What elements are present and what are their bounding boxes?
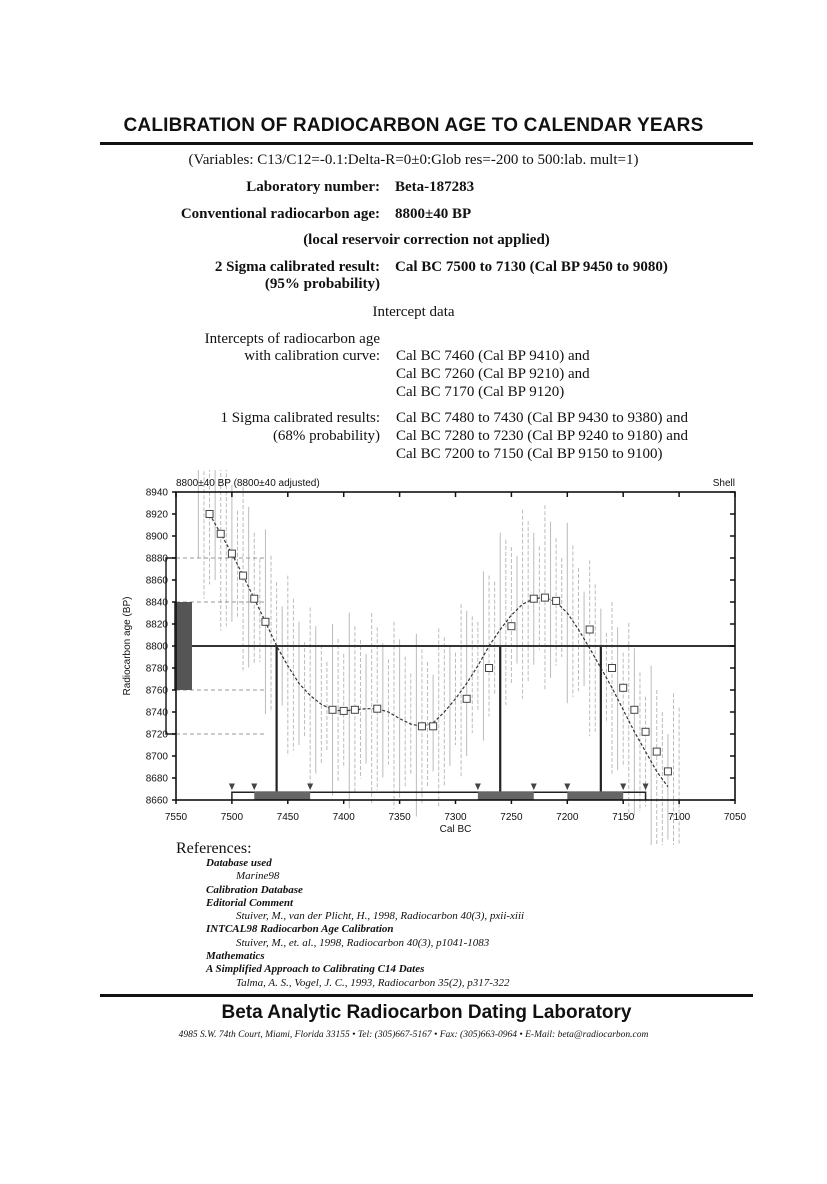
- footer-rule: [100, 994, 753, 997]
- curve-marker: [217, 530, 224, 537]
- reference-citation: Marine98: [236, 870, 280, 883]
- references-heading: References:: [176, 840, 252, 857]
- curve-marker: [586, 626, 593, 633]
- reference-citation: Stuiver, M., van der Plicht, H., 1998, Radiocarbon 40(3), pxii-xiii: [236, 910, 525, 923]
- range-arrow-marker: [531, 784, 537, 791]
- two-sigma-value: Cal BC 7500 to 7130 (Cal BP 9450 to 9080): [395, 259, 668, 275]
- reference-heading: Database used: [206, 857, 272, 869]
- y-tick-label: 8720: [145, 729, 168, 741]
- x-tick-label: 7500: [220, 812, 244, 823]
- range-arrow-marker: [229, 784, 235, 791]
- x-tick-label: 7300: [444, 812, 467, 823]
- reference-heading: Mathematics: [206, 950, 265, 963]
- y-tick-label: 8940: [145, 487, 168, 499]
- page-title: CALIBRATION OF RADIOCARBON AGE TO CALENDAR YEARS: [123, 115, 704, 136]
- curve-marker: [206, 511, 213, 518]
- x-tick-label: 7350: [388, 812, 411, 823]
- reference-citation: Talma, A. S., Vogel, J. C., 1993, Radiocarbon 35(2), p317-322: [236, 976, 510, 989]
- curve-marker: [620, 684, 627, 691]
- y-tick-label: 8880: [145, 553, 168, 565]
- range-arrow-marker: [307, 784, 313, 791]
- header-rule: [100, 142, 753, 145]
- one-sigma-calendar-bar: [254, 791, 310, 800]
- intercept-value: Cal BC 7260 (Cal BP 9210) and: [396, 366, 590, 382]
- chart-corner-label: Shell: [712, 478, 735, 489]
- curve-marker: [251, 595, 258, 602]
- intercept-value: Cal BC 7460 (Cal BP 9410) and: [396, 348, 590, 364]
- curve-marker: [642, 728, 649, 735]
- curve-marker: [262, 618, 269, 625]
- y-tick-label: 8920: [145, 509, 168, 521]
- curve-marker: [609, 665, 616, 672]
- intercepts-label-1: Intercepts of radiocarbon age: [204, 331, 380, 347]
- y-tick-label: 8860: [145, 575, 168, 587]
- reference-heading: A Simplified Approach to Calibrating C14 Dates: [206, 963, 425, 976]
- curve-marker: [351, 706, 358, 713]
- one-sigma-calendar-bar: [478, 791, 534, 800]
- x-tick-label: 7200: [556, 812, 579, 823]
- y-tick-label: 8700: [145, 751, 168, 763]
- one-sigma-label-1: 1 Sigma calibrated results:: [220, 410, 380, 426]
- curve-marker: [541, 594, 548, 601]
- y-tick-label: 8840: [145, 597, 168, 609]
- reference-citation: Stuiver, M., et. al., 1998, Radiocarbon 40(3), p1041-1083: [236, 936, 490, 949]
- x-axis-label: Cal BC: [439, 824, 472, 835]
- reference-list: [206, 857, 766, 990]
- intercepts-label-2: with calibration curve:: [244, 348, 380, 364]
- y-tick-label: 8900: [145, 531, 168, 543]
- lab-name: Beta Analytic Radiocarbon Dating Laboratory: [221, 1002, 632, 1023]
- curve-marker: [631, 706, 638, 713]
- reference-heading: Editorial Comment: [206, 896, 294, 909]
- x-tick-label: 7100: [667, 812, 691, 823]
- curve-marker: [653, 748, 660, 755]
- reference-heading: INTCAL98 Radiocarbon Age Calibration: [206, 923, 394, 936]
- one-sigma-value: Cal BC 7200 to 7150 (Cal BP 9150 to 9100): [396, 446, 663, 462]
- variables-line: (Variables: C13/C12=-0.1:Delta-R=0±0:Glob res=-200 to 500:lab. mult=1): [188, 152, 639, 168]
- conventional-age-value: 8800±40 BP: [395, 206, 472, 222]
- curve-marker: [329, 706, 336, 713]
- two-sigma-label: 2 Sigma calibrated result:: [214, 259, 380, 275]
- intercept-heading: Intercept data: [372, 304, 455, 320]
- lab-number-value: Beta-187283: [395, 179, 475, 195]
- y-tick-label: 8680: [145, 773, 168, 785]
- one-sigma-value: Cal BC 7280 to 7230 (Cal BP 9240 to 9180) and: [396, 428, 688, 444]
- curve-marker: [664, 768, 671, 775]
- y-tick-label: 8760: [145, 685, 168, 697]
- curve-marker: [240, 572, 247, 579]
- one-sigma-value: Cal BC 7480 to 7430 (Cal BP 9430 to 9380) and: [396, 410, 688, 426]
- curve-marker: [374, 705, 381, 712]
- x-tick-label: 7400: [332, 812, 355, 823]
- intercept-value: Cal BC 7170 (Cal BP 9120): [396, 384, 565, 400]
- range-arrow-marker: [251, 784, 257, 791]
- chart-title: 8800±40 BP (8800±40 adjusted): [176, 478, 320, 489]
- conventional-age-label: Conventional radiocarbon age:: [180, 206, 380, 222]
- y-tick-label: 8780: [145, 663, 168, 675]
- curve-marker: [486, 665, 493, 672]
- lab-number-label: Laboratory number:: [246, 179, 380, 195]
- y-axis-label: Radiocarbon age (BP): [122, 596, 133, 696]
- one-sigma-label-2: (68% probability): [272, 428, 380, 444]
- range-arrow-marker: [475, 784, 481, 791]
- reference-heading: Calibration Database: [206, 883, 303, 896]
- curve-marker: [508, 623, 515, 630]
- one-sigma-calendar-bar: [567, 791, 623, 800]
- y-tick-label: 8800: [145, 641, 168, 653]
- x-tick-label: 7250: [500, 812, 523, 823]
- two-sigma-sublabel: (95% probability): [264, 276, 380, 292]
- curve-marker: [553, 597, 560, 604]
- reservoir-note: (local reservoir correction not applied): [303, 232, 550, 248]
- x-tick-label: 7450: [276, 812, 299, 823]
- x-tick-label: 7550: [164, 812, 188, 823]
- y-tick-label: 8740: [145, 707, 168, 719]
- y-tick-label: 8660: [145, 795, 168, 807]
- y-tick-label: 8820: [145, 619, 168, 631]
- lab-address: 4985 S.W. 74th Court, Miami, Florida 33155 • Tel: (305)667-5167 • Fax: (305)663-0964 • E-Mail: beta@radiocarbon.com: [178, 1030, 649, 1040]
- range-arrow-marker: [643, 784, 649, 791]
- range-arrow-marker: [620, 784, 626, 791]
- curve-marker: [530, 595, 537, 602]
- curve-marker: [430, 723, 437, 730]
- curve-marker: [463, 695, 470, 702]
- curve-marker: [418, 723, 425, 730]
- x-tick-label: 7150: [612, 812, 635, 823]
- calibration-chart: [0, 470, 827, 845]
- curve-marker: [340, 707, 347, 714]
- curve-marker: [228, 550, 235, 557]
- x-tick-label: 7050: [723, 812, 747, 823]
- range-arrow-marker: [564, 784, 570, 791]
